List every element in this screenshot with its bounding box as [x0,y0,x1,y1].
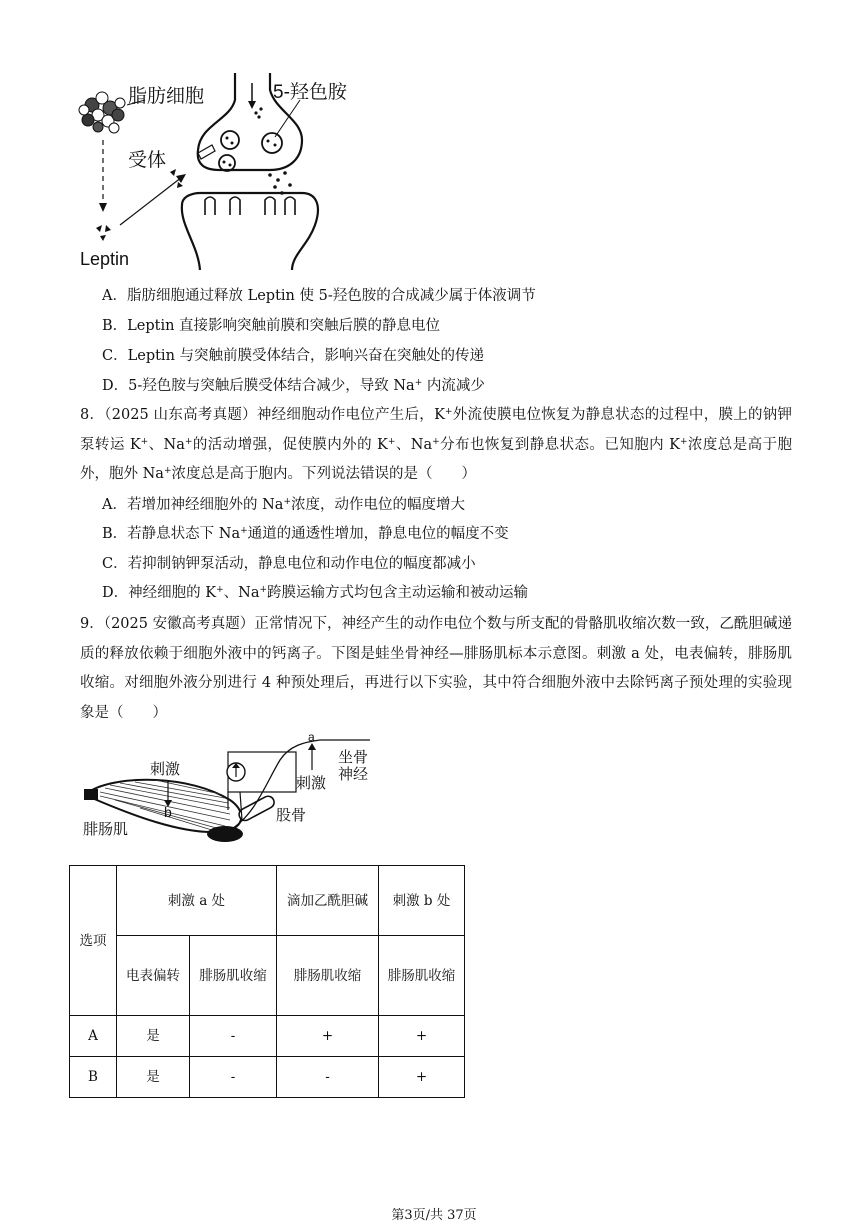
header-muscle-contraction-b: 腓肠肌收缩 [379,936,465,1016]
q8-option-b: B．若静息状态下 Na+通道的通透性增加，静息电位的幅度不变 [102,526,509,542]
header-meter-deflection: 电表偏转 [117,936,190,1016]
q8-option-d: D．神经细胞的 K+、Na+跨膜运输方式均包含主动运输和被动运输 [102,585,529,601]
table-row: B 是 - - + [70,1057,465,1098]
leptin-label: Leptin [80,249,130,269]
point-b-label: b [164,804,172,820]
question-9-stem: 9．（2025 安徽高考真题）正常情况下，神经产生的动作电位个数与所支配的骨骼肌收缩次数一致，乙酰胆碱递质的释放依赖于细胞外液中的钙离子。下图是蛙坐骨神经—腓肠肌标本示意图。刺激 a 处，电表偏转，腓肠肌收缩。对细胞外液分别进行 4 种预处理后，再进行以下实验，其中符合细胞外液中去除钙离子预处理的实验现象是（ ） [80,616,793,721]
receptor-label: 受体 [128,150,167,171]
point-a-label: a [308,730,315,744]
q8-option-c: C．若抑制钠钾泵活动，静息电位和动作电位的幅度都减小 [102,556,476,572]
q8-option-a: A．若增加神经细胞外的 Na+浓度，动作电位的幅度增大 [102,497,465,513]
femur-label: 股骨 [276,807,307,824]
nerve-muscle-figure [80,730,380,855]
stimulus-right-label: 刺激 [296,775,327,792]
q7-option-d: D．5-羟色胺与突触后膜受体结合减少，导致 Na+ 内流减少 [102,378,485,394]
header-stimulate-a: 刺激 a 处 [117,866,277,936]
header-muscle-contraction-ach: 腓肠肌收缩 [277,936,379,1016]
header-muscle-contraction-a: 腓肠肌收缩 [190,936,277,1016]
sciatic-label-2: 神经 [338,766,369,783]
gastrocnemius-label: 腓肠肌 [83,821,129,838]
fat-cell-cluster-icon [79,92,125,133]
stimulus-left-label: 刺激 [150,761,181,778]
experiment-results-table [69,865,465,1098]
synapse-leptin-figure [70,65,370,280]
header-stimulate-b: 刺激 b 处 [379,866,465,936]
q7-option-c: C．Leptin 与突触前膜受体结合，影响兴奋在突触处的传递 [102,348,485,364]
sciatic-label-1: 坐骨 [338,749,369,766]
q7-option-b: B．Leptin 直接影响突触前膜和突触后膜的静息电位 [102,318,441,334]
header-add-acetylcholine: 滴加乙酰胆碱 [277,866,379,936]
q7-option-a: A．脂肪细胞通过释放 Leptin 使 5-羟色胺的合成减少属于体液调节 [102,288,536,304]
question-8-stem: 8．（2025 山东高考真题）神经细胞动作电位产生后，K+外流使膜电位恢复为静息状态的过程中，膜上的钠钾泵转运 K+、Na+的活动增强，促使膜内外的 K+、Na+分布也恢复到静息状态。已知胞内 K+浓度总是高于胞外，胞外 Na+浓度总是高于胞内。下列说法错误的是（ ） [80,407,793,482]
page-footer: 第3页/共 37页 [391,1208,477,1223]
table-row: A 是 - + + [70,1016,465,1057]
header-option: 选项 [70,866,117,1016]
fat-cell-label: 脂肪细胞 [128,86,205,107]
serotonin-label: 5-羟色胺 [273,82,347,103]
